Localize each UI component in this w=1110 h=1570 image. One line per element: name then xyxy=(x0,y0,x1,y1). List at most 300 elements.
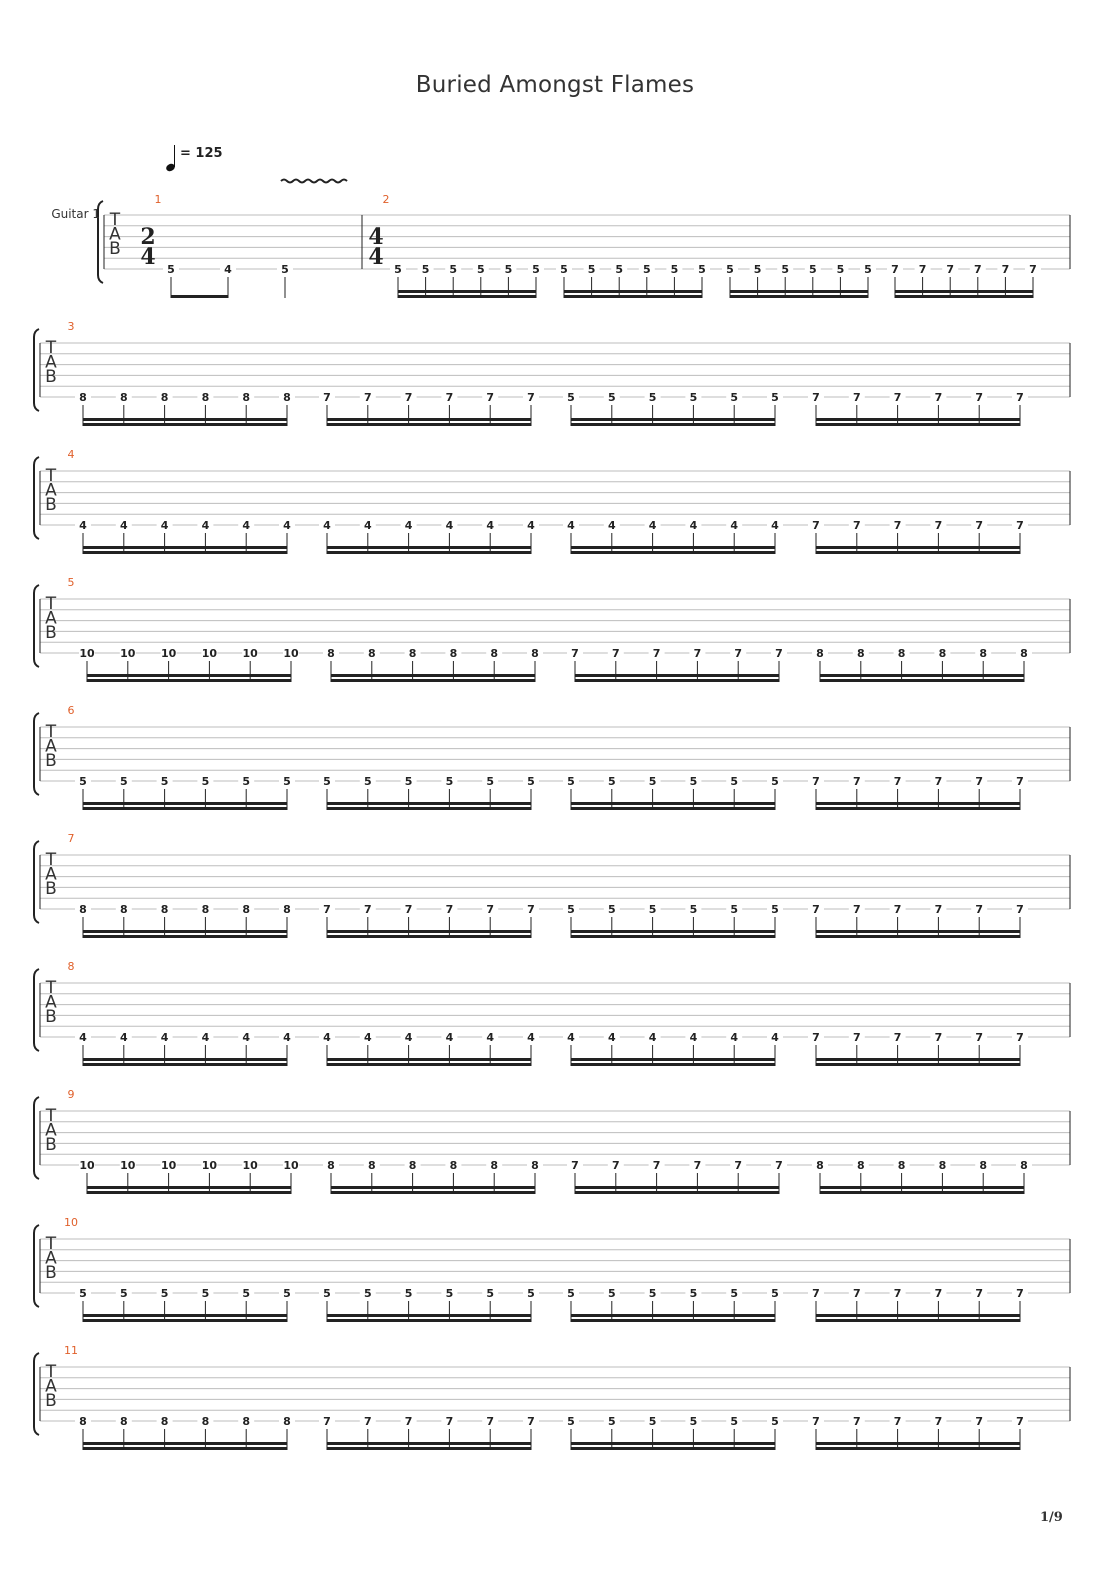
beam xyxy=(83,802,287,805)
beam xyxy=(83,1447,287,1450)
measure-number: 7 xyxy=(67,832,75,845)
fret-number: 5 xyxy=(404,1287,413,1300)
tab-clef-letter-b: B xyxy=(45,751,57,771)
fret-number: 7 xyxy=(852,775,861,788)
fret-number: 5 xyxy=(607,775,616,788)
fret-number: 8 xyxy=(160,903,169,916)
fret-number: 4 xyxy=(242,1031,251,1044)
fret-number: 8 xyxy=(283,903,291,916)
fret-number: 7 xyxy=(1016,1287,1024,1300)
tab-clef-letter-t: T xyxy=(45,338,57,358)
fret-number: 5 xyxy=(567,391,575,404)
fret-number: 10 xyxy=(201,1159,218,1172)
beam-group xyxy=(808,774,1028,810)
beam xyxy=(83,1063,287,1066)
fret-number: 7 xyxy=(812,903,820,916)
tab-clef-letter-a: A xyxy=(45,1376,57,1397)
tab-clef-letter-a: A xyxy=(45,480,57,501)
fret-number: 5 xyxy=(730,775,739,788)
system-bracket xyxy=(34,1225,39,1307)
fret-number: 5 xyxy=(771,1415,779,1428)
fret-number: 7 xyxy=(812,1287,820,1300)
beam xyxy=(816,1058,1020,1061)
fret-number: 5 xyxy=(504,263,513,276)
fret-number: 7 xyxy=(652,647,661,660)
beam-group xyxy=(323,1158,543,1194)
fret-number: 5 xyxy=(670,263,679,276)
fret-number: 7 xyxy=(975,1287,984,1300)
system-bracket xyxy=(34,713,39,795)
beam xyxy=(816,807,1020,810)
fret-number: 8 xyxy=(201,391,210,404)
beam-group xyxy=(567,646,787,682)
fret-number: 5 xyxy=(445,1287,454,1300)
beam-group xyxy=(563,774,783,810)
fret-number: 4 xyxy=(323,519,331,532)
beam xyxy=(575,674,779,677)
vibrato-icon xyxy=(281,180,347,183)
system-6 xyxy=(34,832,1070,938)
beam xyxy=(820,674,1024,677)
system-1 xyxy=(51,180,1070,299)
fret-number: 4 xyxy=(283,519,291,532)
fret-number: 7 xyxy=(693,647,702,660)
beam xyxy=(571,1447,775,1450)
fret-number: 7 xyxy=(571,647,579,660)
tab-clef-letter-b: B xyxy=(45,879,57,899)
fret-number: 4 xyxy=(486,1031,495,1044)
system-7 xyxy=(34,960,1070,1066)
beam-group xyxy=(75,774,295,810)
fret-number: 7 xyxy=(611,1159,620,1172)
measure-number: 4 xyxy=(67,448,75,461)
fret-number: 10 xyxy=(120,647,136,660)
fret-number: 5 xyxy=(607,391,616,404)
fret-number: 7 xyxy=(323,903,331,916)
fret-number: 4 xyxy=(527,1031,535,1044)
fret-number: 4 xyxy=(363,519,372,532)
beam xyxy=(171,295,228,298)
fret-number: 5 xyxy=(567,903,575,916)
fret-number: 10 xyxy=(160,1159,177,1172)
fret-number: 7 xyxy=(527,1415,535,1428)
fret-number: 5 xyxy=(201,775,210,788)
fret-number: 5 xyxy=(532,263,540,276)
beam xyxy=(327,423,531,426)
fret-number: 8 xyxy=(367,647,376,660)
fret-number: 7 xyxy=(486,1415,495,1428)
beam xyxy=(730,290,868,293)
system-bracket xyxy=(34,329,39,411)
tab-clef-letter-t: T xyxy=(45,978,57,998)
beam xyxy=(87,1191,291,1194)
fret-number: 7 xyxy=(445,903,454,916)
beam-group xyxy=(75,1414,295,1450)
fret-number: 8 xyxy=(283,391,291,404)
fret-number: 5 xyxy=(567,775,575,788)
beam-group xyxy=(319,774,539,810)
fret-number: 5 xyxy=(615,263,624,276)
beam xyxy=(816,1063,1020,1066)
fret-number: 5 xyxy=(283,1287,291,1300)
beam xyxy=(571,807,775,810)
fret-number: 4 xyxy=(363,1031,372,1044)
fret-number: 4 xyxy=(648,1031,657,1044)
fret-number: 8 xyxy=(1020,647,1028,660)
fret-number: 5 xyxy=(79,1287,87,1300)
beam-group xyxy=(808,1030,1028,1066)
fret-number: 8 xyxy=(79,903,87,916)
beam xyxy=(83,1058,287,1061)
fret-number: 7 xyxy=(893,1031,902,1044)
beam xyxy=(331,1191,535,1194)
fret-number: 7 xyxy=(363,1415,372,1428)
beam xyxy=(327,1058,531,1061)
fret-number: 4 xyxy=(404,519,413,532)
fret-number: 5 xyxy=(730,1415,739,1428)
fret-number: 5 xyxy=(119,775,128,788)
fret-number: 5 xyxy=(781,263,790,276)
fret-number: 8 xyxy=(979,647,988,660)
time-signature-bottom: 4 xyxy=(368,244,384,270)
fret-number: 8 xyxy=(242,1415,251,1428)
fret-number: 7 xyxy=(893,391,902,404)
beam-group xyxy=(79,646,299,682)
beam xyxy=(327,1442,531,1445)
tab-clef-letter-b: B xyxy=(45,1391,57,1411)
fret-number: 7 xyxy=(445,1415,454,1428)
fret-number: 8 xyxy=(449,1159,458,1172)
fret-number: 7 xyxy=(975,775,984,788)
fret-number: 5 xyxy=(283,775,291,788)
fret-number: 8 xyxy=(1020,1159,1028,1172)
fret-number: 8 xyxy=(979,1159,988,1172)
beam xyxy=(571,551,775,554)
beam xyxy=(327,551,531,554)
fret-number: 8 xyxy=(938,647,947,660)
fret-number: 7 xyxy=(1016,1031,1024,1044)
beam-group xyxy=(567,1158,787,1194)
beam-group xyxy=(563,1286,783,1322)
fret-number: 4 xyxy=(689,519,698,532)
beam-group xyxy=(722,262,876,298)
fret-number: 7 xyxy=(1029,263,1037,276)
fret-number: 4 xyxy=(201,519,210,532)
fret-number: 5 xyxy=(607,1415,616,1428)
beam xyxy=(327,802,531,805)
fret-number: 10 xyxy=(242,647,258,660)
measure-number: 8 xyxy=(67,960,75,973)
tab-clef-letter-a: A xyxy=(45,992,57,1013)
beam-group xyxy=(75,902,295,938)
fret-number: 7 xyxy=(812,775,820,788)
tab-clef-letter-a: A xyxy=(45,864,57,885)
beam xyxy=(571,930,775,933)
tab-clef-letter-b: B xyxy=(45,1263,57,1283)
beam xyxy=(816,1442,1020,1445)
beam xyxy=(730,295,868,298)
beam xyxy=(816,802,1020,805)
beam-group xyxy=(319,518,539,554)
fret-number: 8 xyxy=(816,647,824,660)
beam xyxy=(331,674,535,677)
measure-number: 2 xyxy=(382,193,390,206)
fret-number: 5 xyxy=(642,263,651,276)
beam xyxy=(331,1186,535,1189)
fret-number: 8 xyxy=(531,1159,539,1172)
fret-number: 8 xyxy=(531,647,539,660)
tab-clef-letter-b: B xyxy=(45,1007,57,1027)
fret-number: 4 xyxy=(607,519,616,532)
fret-number: 10 xyxy=(120,1159,136,1172)
song-title: Buried Amongst Flames xyxy=(415,72,695,98)
beam xyxy=(83,551,287,554)
time-signature-top: 2 xyxy=(140,224,156,250)
fret-number: 8 xyxy=(242,903,251,916)
fret-number: 5 xyxy=(730,391,739,404)
fret-number: 7 xyxy=(1016,519,1024,532)
fret-number: 4 xyxy=(160,1031,169,1044)
fret-number: 8 xyxy=(816,1159,824,1172)
fret-number: 7 xyxy=(893,1415,902,1428)
fret-number: 7 xyxy=(527,903,535,916)
fret-number: 10 xyxy=(283,1159,299,1172)
beam xyxy=(83,546,287,549)
fret-number: 5 xyxy=(689,903,698,916)
fret-number: 10 xyxy=(79,1159,95,1172)
beam xyxy=(83,807,287,810)
fret-number: 4 xyxy=(567,1031,575,1044)
fret-number: 7 xyxy=(893,775,902,788)
beam xyxy=(816,551,1020,554)
fret-number: 4 xyxy=(445,1031,454,1044)
beam xyxy=(87,674,291,677)
fret-number: 5 xyxy=(79,775,87,788)
beam-group xyxy=(319,390,539,426)
fret-number: 5 xyxy=(698,263,706,276)
fret-number: 10 xyxy=(242,1159,258,1172)
system-bracket xyxy=(34,1353,39,1435)
measure-number: 1 xyxy=(154,193,162,206)
fret-number: 7 xyxy=(934,1031,943,1044)
time-signature-top: 4 xyxy=(368,224,384,250)
fret-number: 7 xyxy=(852,1287,861,1300)
fret-number: 5 xyxy=(648,775,657,788)
beam xyxy=(327,1314,531,1317)
beam-group xyxy=(563,1414,783,1450)
fret-number: 5 xyxy=(771,391,779,404)
fret-number: 5 xyxy=(323,775,331,788)
fret-number: 5 xyxy=(476,263,485,276)
fret-number: 8 xyxy=(856,647,865,660)
fret-number: 4 xyxy=(404,1031,413,1044)
fret-number: 8 xyxy=(408,647,417,660)
beam-group xyxy=(808,1414,1028,1450)
fret-number: 4 xyxy=(160,519,169,532)
beam-group xyxy=(563,902,783,938)
fret-number: 5 xyxy=(771,775,779,788)
beam xyxy=(816,418,1020,421)
fret-number: 7 xyxy=(852,519,861,532)
beam-group xyxy=(319,902,539,938)
fret-number: 4 xyxy=(730,1031,739,1044)
fret-number: 4 xyxy=(607,1031,616,1044)
fret-number: 10 xyxy=(160,647,177,660)
beam xyxy=(895,295,1033,298)
beam xyxy=(83,423,287,426)
system-bracket xyxy=(34,457,39,539)
fret-number: 5 xyxy=(449,263,458,276)
system-bracket xyxy=(34,1097,39,1179)
fret-number: 5 xyxy=(567,1415,575,1428)
beam xyxy=(327,1319,531,1322)
tab-clef-letter-b: B xyxy=(45,623,57,643)
fret-number: 7 xyxy=(975,1031,984,1044)
fret-number: 7 xyxy=(1016,391,1024,404)
fret-number: 7 xyxy=(934,519,943,532)
fret-number: 7 xyxy=(404,1415,413,1428)
beam xyxy=(571,802,775,805)
fret-number: 5 xyxy=(560,263,568,276)
beam xyxy=(327,935,531,938)
beam xyxy=(87,679,291,682)
beam xyxy=(571,546,775,549)
fret-number: 7 xyxy=(775,647,783,660)
tab-clef-letter-b: B xyxy=(45,367,57,387)
page-indicator: 1/9 xyxy=(1040,1510,1063,1525)
fret-number: 8 xyxy=(367,1159,376,1172)
beam-group xyxy=(75,390,295,426)
fret-number: 8 xyxy=(408,1159,417,1172)
beam xyxy=(575,1186,779,1189)
fret-number: 7 xyxy=(891,263,899,276)
fret-number: 7 xyxy=(775,1159,783,1172)
fret-number: 5 xyxy=(607,1287,616,1300)
fret-number: 5 xyxy=(689,391,698,404)
fret-number: 4 xyxy=(648,519,657,532)
fret-number: 7 xyxy=(571,1159,579,1172)
tab-clef-letter-a: A xyxy=(45,1248,57,1269)
beam-group xyxy=(808,902,1028,938)
fret-number: 5 xyxy=(167,263,175,276)
fret-number: 4 xyxy=(283,1031,291,1044)
fret-number: 5 xyxy=(689,1415,698,1428)
system-8 xyxy=(34,1088,1070,1194)
beam xyxy=(816,935,1020,938)
fret-number: 5 xyxy=(160,1287,169,1300)
fret-number: 8 xyxy=(160,1415,169,1428)
fret-number: 7 xyxy=(734,647,743,660)
tab-clef-letter-t: T xyxy=(45,1106,57,1126)
tempo-value: = 125 xyxy=(180,146,223,161)
measure-number: 5 xyxy=(67,576,75,589)
fret-number: 8 xyxy=(490,1159,499,1172)
system-3 xyxy=(34,448,1070,554)
fret-number: 4 xyxy=(242,519,251,532)
fret-number: 5 xyxy=(689,1287,698,1300)
tab-clef-letter-a: A xyxy=(45,608,57,629)
beam-group xyxy=(75,1286,295,1322)
fret-number: 7 xyxy=(812,1031,820,1044)
fret-number: 5 xyxy=(836,263,845,276)
beam xyxy=(327,807,531,810)
time-signature-bottom: 4 xyxy=(140,244,156,270)
fret-number: 5 xyxy=(808,263,817,276)
beam-group xyxy=(808,518,1028,554)
fret-number: 5 xyxy=(242,1287,251,1300)
fret-number: 7 xyxy=(934,1287,943,1300)
system-bracket xyxy=(34,969,39,1051)
beam-group xyxy=(319,1030,539,1066)
tab-clef-letter-t: T xyxy=(45,1234,57,1254)
tab-clef-letter-b: B xyxy=(45,495,57,515)
fret-number: 4 xyxy=(771,519,779,532)
fret-number: 4 xyxy=(486,519,495,532)
fret-number: 8 xyxy=(160,391,169,404)
beam xyxy=(331,679,535,682)
measure-number: 10 xyxy=(64,1216,78,1229)
fret-number: 8 xyxy=(327,1159,335,1172)
measure-number: 9 xyxy=(67,1088,75,1101)
beam xyxy=(571,1442,775,1445)
fret-number: 8 xyxy=(119,903,128,916)
beam-group xyxy=(277,262,293,298)
tab-clef-letter-t: T xyxy=(45,850,57,870)
tab-clef-letter-b: B xyxy=(109,239,121,259)
beam xyxy=(571,423,775,426)
fret-number: 5 xyxy=(567,1287,575,1300)
fret-number: 7 xyxy=(363,903,372,916)
beam xyxy=(820,1186,1024,1189)
fret-number: 7 xyxy=(893,519,902,532)
fret-number: 7 xyxy=(975,391,984,404)
beam xyxy=(571,1319,775,1322)
fret-number: 4 xyxy=(119,1031,128,1044)
beam xyxy=(83,930,287,933)
beam-group xyxy=(812,646,1032,682)
beam xyxy=(327,1063,531,1066)
fret-number: 4 xyxy=(730,519,739,532)
fret-number: 7 xyxy=(1016,1415,1024,1428)
beam xyxy=(83,1314,287,1317)
beam xyxy=(571,935,775,938)
system-4 xyxy=(34,576,1070,682)
fret-number: 7 xyxy=(852,1415,861,1428)
fret-number: 5 xyxy=(771,903,779,916)
fret-number: 5 xyxy=(445,775,454,788)
beam xyxy=(816,423,1020,426)
fret-number: 10 xyxy=(201,647,218,660)
beam-group xyxy=(390,262,544,298)
fret-number: 8 xyxy=(201,1415,210,1428)
fret-number: 7 xyxy=(812,1415,820,1428)
fret-number: 7 xyxy=(812,519,820,532)
fret-number: 5 xyxy=(864,263,872,276)
beam xyxy=(571,1058,775,1061)
beam-group xyxy=(812,1158,1032,1194)
fret-number: 7 xyxy=(404,391,413,404)
fret-number: 4 xyxy=(323,1031,331,1044)
tab-clef-letter-a: A xyxy=(45,352,57,373)
fret-number: 4 xyxy=(689,1031,698,1044)
fret-number: 8 xyxy=(897,1159,906,1172)
system-bracket xyxy=(34,585,39,667)
tab-clef-letter-a: A xyxy=(45,736,57,757)
beam xyxy=(83,1319,287,1322)
beam-group xyxy=(319,1286,539,1322)
fret-number: 7 xyxy=(611,647,620,660)
fret-number: 7 xyxy=(934,391,943,404)
